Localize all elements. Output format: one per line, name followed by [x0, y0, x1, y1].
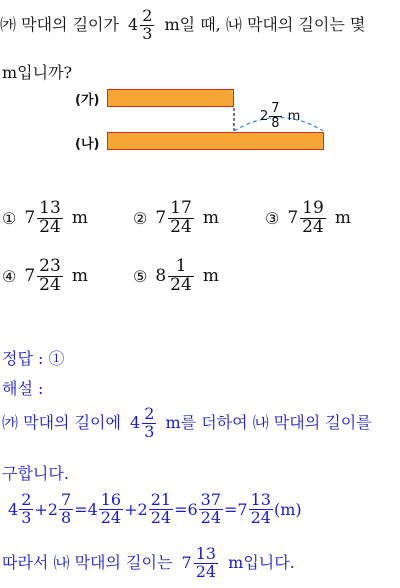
question-text: m입니까? [2, 63, 73, 82]
explanation-label: 해설 : [2, 379, 44, 398]
choice-3[interactable]: ③ 7 $\frac{19}{24}$ m [265, 198, 351, 237]
answer-value: ① [48, 349, 65, 368]
answer-label: 정답 : [2, 349, 49, 368]
question-text: 막대의 길이가 [21, 14, 119, 34]
fraction: $\frac{2}{3}$ [142, 6, 153, 43]
answer-line [2, 346, 65, 369]
fraction: $\frac{37}{24}$ [200, 490, 222, 527]
fraction: $\frac{7}{8}$ [271, 101, 280, 131]
mixed-whole: 4 [128, 14, 139, 34]
fraction: $\frac{21}{24}$ [150, 490, 172, 527]
fraction: $\frac{7}{8}$ [60, 490, 72, 527]
fraction: $\frac{13}{24}$ [250, 490, 271, 527]
explanation-line-2: 구합니다. [2, 464, 69, 483]
fraction: $\frac{16}{24}$ [100, 490, 122, 527]
choice-2[interactable]: ② 7 $\frac{17}{24}$ m [133, 198, 219, 237]
fraction: $\frac{19}{24}$ [302, 198, 324, 237]
fraction: $\frac{1}{24}$ [170, 256, 192, 295]
choice-5[interactable]: ⑤ 8 $\frac{1}{24}$ m [133, 256, 219, 295]
bar-label-ga: (가) [75, 93, 100, 108]
question-text: 막대의 길이는 몇 [246, 14, 366, 34]
explanation-line-4: 따라서 ㈏ 막대의 길이는 7 $\frac{13}{24}$ m입니다. [2, 544, 295, 581]
fraction: $\frac{23}{24}$ [39, 256, 61, 295]
explanation-equation: 4 $\frac{2}{3}$ + 2 $\frac{7}{8}$ = 4 $\frac{16}{24}$ + 2 $\frac{21}{24}$ = 6 $\frac{37}{24}$ = 7 $\frac{13}{24}$ (m) [8, 490, 302, 527]
question-text: m일 때, [164, 14, 221, 34]
difference-label: 2 $\frac{7}{8}$ m [260, 101, 301, 131]
explanation-line-1: ㈎ 막대의 길이에 4 $\frac{2}{3}$ m를 더하여 ㈏ 막대의 길이를 [2, 404, 372, 441]
choice-1[interactable]: ① 7 $\frac{13}{24}$ m [2, 198, 88, 237]
fraction: $\frac{13}{24}$ [39, 198, 61, 237]
tag-na: ㈏ [225, 14, 242, 34]
fraction: $\frac{2}{3}$ [21, 490, 32, 527]
fraction: $\frac{2}{3}$ [144, 404, 155, 441]
tag-ga: ㈎ [0, 14, 17, 34]
choice-4[interactable]: ④ 7 $\frac{23}{24}$ m [2, 256, 88, 295]
difference-markers [0, 0, 400, 160]
bar-label-na: (나) [75, 137, 100, 152]
fraction: $\frac{13}{24}$ [195, 544, 217, 581]
fraction: $\frac{17}{24}$ [170, 198, 192, 237]
